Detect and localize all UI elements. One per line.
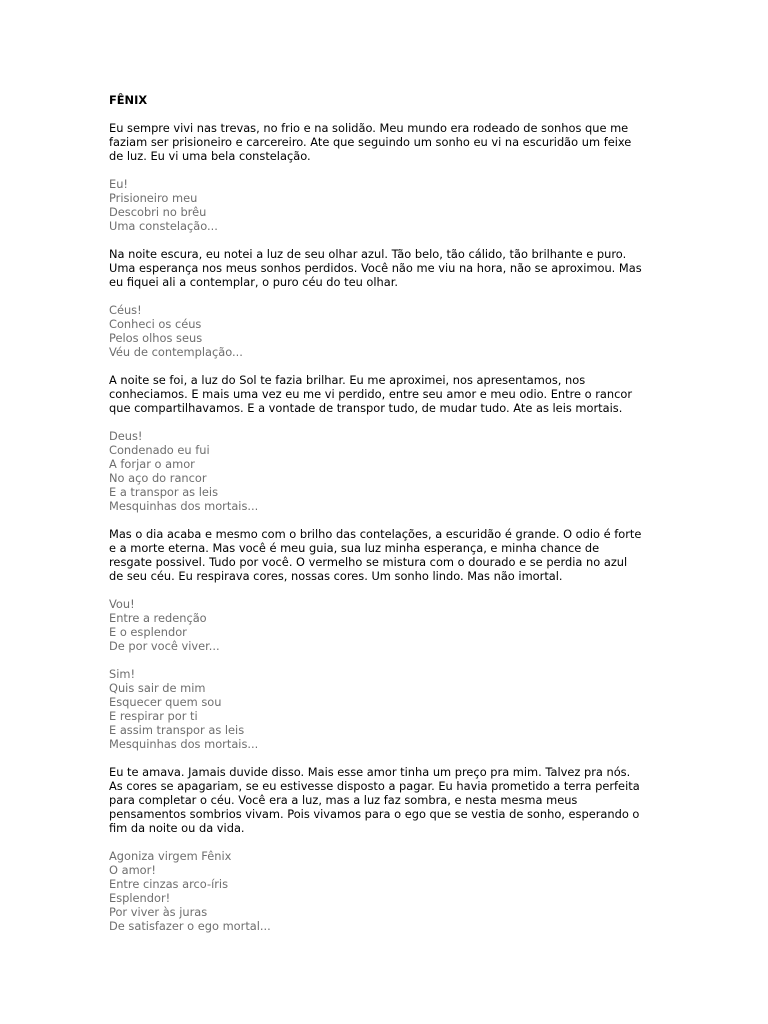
verse-stanza-5: Sim! Quis sair de mim Esquecer quem sou E respirar por ti E assim transpor as leis Mesquinhas dos mortais... [109, 667, 259, 751]
verse-stanza-2: Céus! Conheci os céus Pelos olhos seus Véu de contemplação... [109, 303, 243, 359]
prose-paragraph-3: A noite se foi, a luz do Sol te fazia brilhar. Eu me aproximei, nos apresentamos, nos conheciamos. E mais uma vez eu me vi perdido, entre seu amor e meu odio. Entre o rancor que compartilhavamos. E a vontade de transpor tudo, de mudar tudo. Ate as leis mortais. [109, 373, 633, 415]
verse-stanza-1: Eu! Prisioneiro meu Descobri no brêu Uma constelação... [109, 177, 218, 233]
prose-paragraph-4: Mas o dia acaba e mesmo com o brilho das contelações, a escuridão é grande. O odio é forte e a morte eterna. Mas você é meu guia, sua luz minha esperança, e minha chance de resgate possivel. Tudo por você. O vermelho se mistura com o dourado e se perdia no azul de seu céu. Eu respirava cores, nossas cores. Um sonho lindo. Mas não imortal. [109, 527, 642, 583]
prose-paragraph-1: Eu sempre vivi nas trevas, no frio e na solidão. Meu mundo era rodeado de sonhos que me faziam ser prisioneiro e carcereiro. Ate que seguindo um sonho eu vi na escuridão um feixe de luz. Eu vi uma bela constelação. [109, 121, 632, 163]
document-page [109, 93, 669, 947]
prose-paragraph-5: Eu te amava. Jamais duvide disso. Mais esse amor tinha um preço pra mim. Talvez pra nós. As cores se apagariam, se eu estivesse disposto a pagar. Eu havia prometido a terra perfeita para completar o céu. Você era a luz, mas a luz faz sombra, e nesta mesma meus pensamentos sombrios vivam. Pois vivamos para o ego que se vestia de sonho, esperando o fim da noite ou da vida. [109, 765, 640, 835]
verse-stanza-3: Deus! Condenado eu fui A forjar o amor No aço do rancor E a transpor as leis Mesquinhas dos mortais... [109, 429, 259, 513]
verse-stanza-6: Agoniza virgem Fênix O amor! Entre cinzas arco-íris Esplendor! Por viver às juras De satisfazer o ego mortal... [109, 849, 271, 933]
prose-paragraph-2: Na noite escura, eu notei a luz de seu olhar azul. Tão belo, tão cálido, tão brilhante e puro. Uma esperança nos meus sonhos perdidos. Você não me viu na hora, não se aproximou. Mas eu fiquei ali a contemplar, o puro céu do teu olhar. [109, 247, 642, 289]
poem-title: FÊNIX [109, 93, 148, 107]
verse-stanza-4: Vou! Entre a redenção E o esplendor De por você viver... [109, 597, 220, 653]
